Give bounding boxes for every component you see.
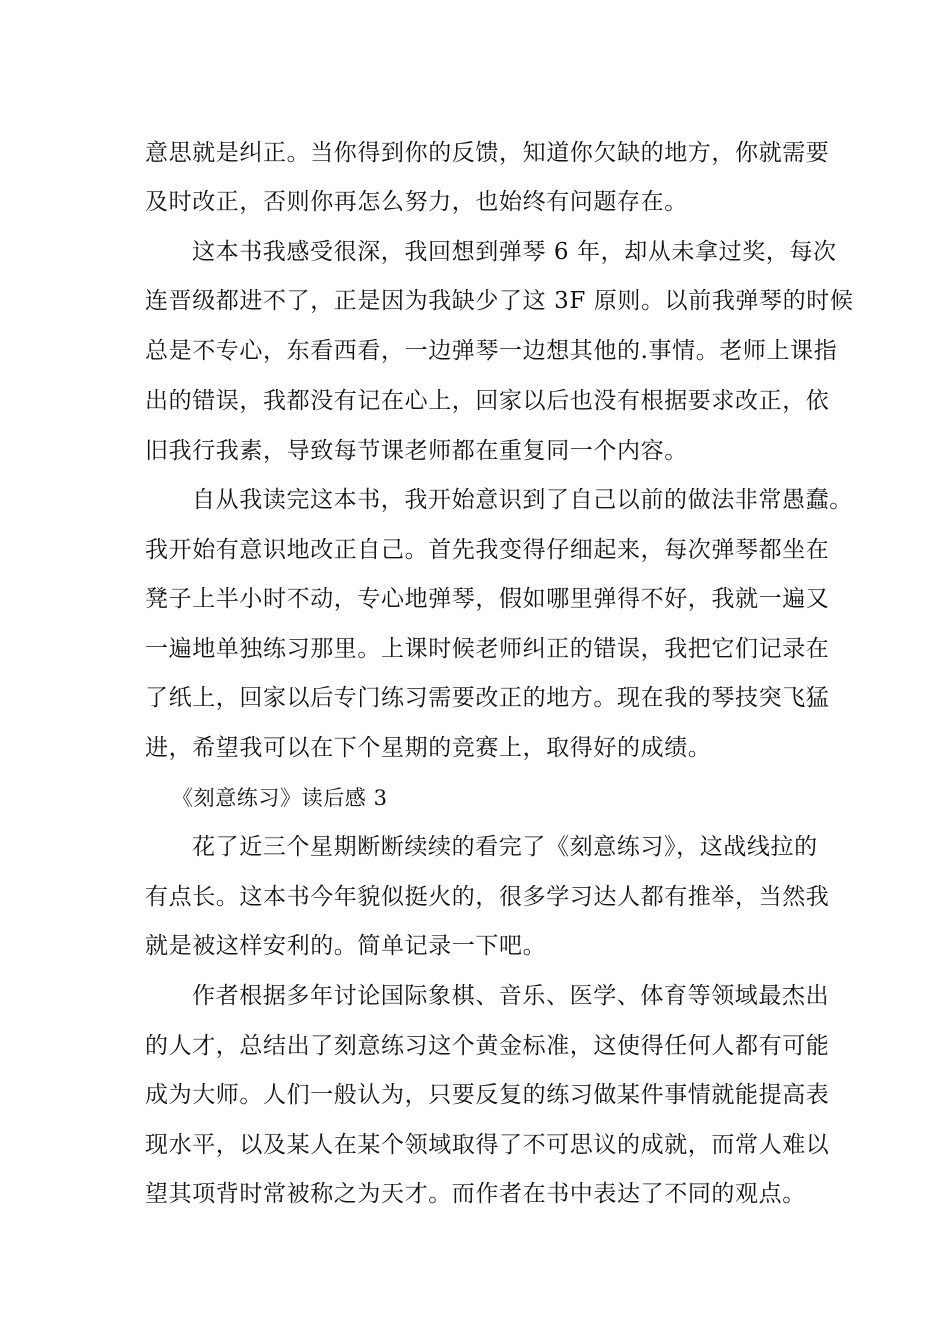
- text-line: 凳子上半小时不动，专心地弹琴，假如哪里弹得不好，我就一遍又: [145, 586, 830, 612]
- text-line: 的人才，总结出了刻意练习这个黄金标准，这使得任何人都有可能: [145, 1033, 830, 1059]
- section-heading: 《刻意练习》读后感 3: [172, 786, 388, 810]
- text-line: 意思就是纠正。当你得到你的反馈，知道你欠缺的地方，你就需要: [145, 140, 830, 166]
- text-line: 连晋级都进不了，正是因为我缺少了这 3F 原则。以前我弹琴的时候: [145, 288, 854, 314]
- text-line: 及时改正，否则你再怎么努力，也始终有问题存在。: [145, 189, 688, 215]
- text-line: 旧我行我素，导致每节课老师都在重复同一个内容。: [145, 438, 688, 464]
- text-line: 一遍地单独练习那里。上课时候老师纠正的错误，我把它们记录在: [145, 636, 830, 662]
- text-line: 总是不专心，东看西看，一边弹琴一边想其他的.事情。老师上课指: [145, 338, 838, 364]
- paragraph-start-line: 花了近三个星期断断续续的看完了《刻意练习》，这战线拉的: [192, 834, 818, 860]
- text-line: 出的错误，我都没有记在心上，回家以后也没有根据要求改正，依: [145, 388, 830, 414]
- text-line: 就是被这样安利的。简单记录一下吧。: [145, 933, 547, 959]
- text-line: 了纸上，回家以后专门练习需要改正的地方。现在我的琴技突飞猛: [145, 685, 830, 711]
- text-line: 进，希望我可以在下个星期的竞赛上，取得好的成绩。: [145, 735, 712, 761]
- text-line: 成为大师。人们一般认为，只要反复的练习做某件事情就能提高表: [145, 1082, 830, 1108]
- text-line: 现水平，以及某人在某个领域取得了不可思议的成就，而常人难以: [145, 1132, 830, 1158]
- text-line: 望其项背时常被称之为天才。而作者在书中表达了不同的观点。: [145, 1181, 806, 1207]
- paragraph-start-line: 作者根据多年讨论国际象棋、音乐、医学、体育等领域最杰出: [192, 983, 830, 1009]
- paragraph-start-line: 这本书我感受很深，我回想到弹琴 6 年，却从未拿过奖，每次: [192, 239, 837, 265]
- paragraph-start-line: 自从我读完这本书，我开始意识到了自己以前的做法非常愚蠢。: [192, 487, 853, 513]
- text-line: 有点长。这本书今年貌似挺火的，很多学习达人都有推举，当然我: [145, 884, 830, 910]
- text-line: 我开始有意识地改正自己。首先我变得仔细起来，每次弹琴都坐在: [145, 537, 830, 563]
